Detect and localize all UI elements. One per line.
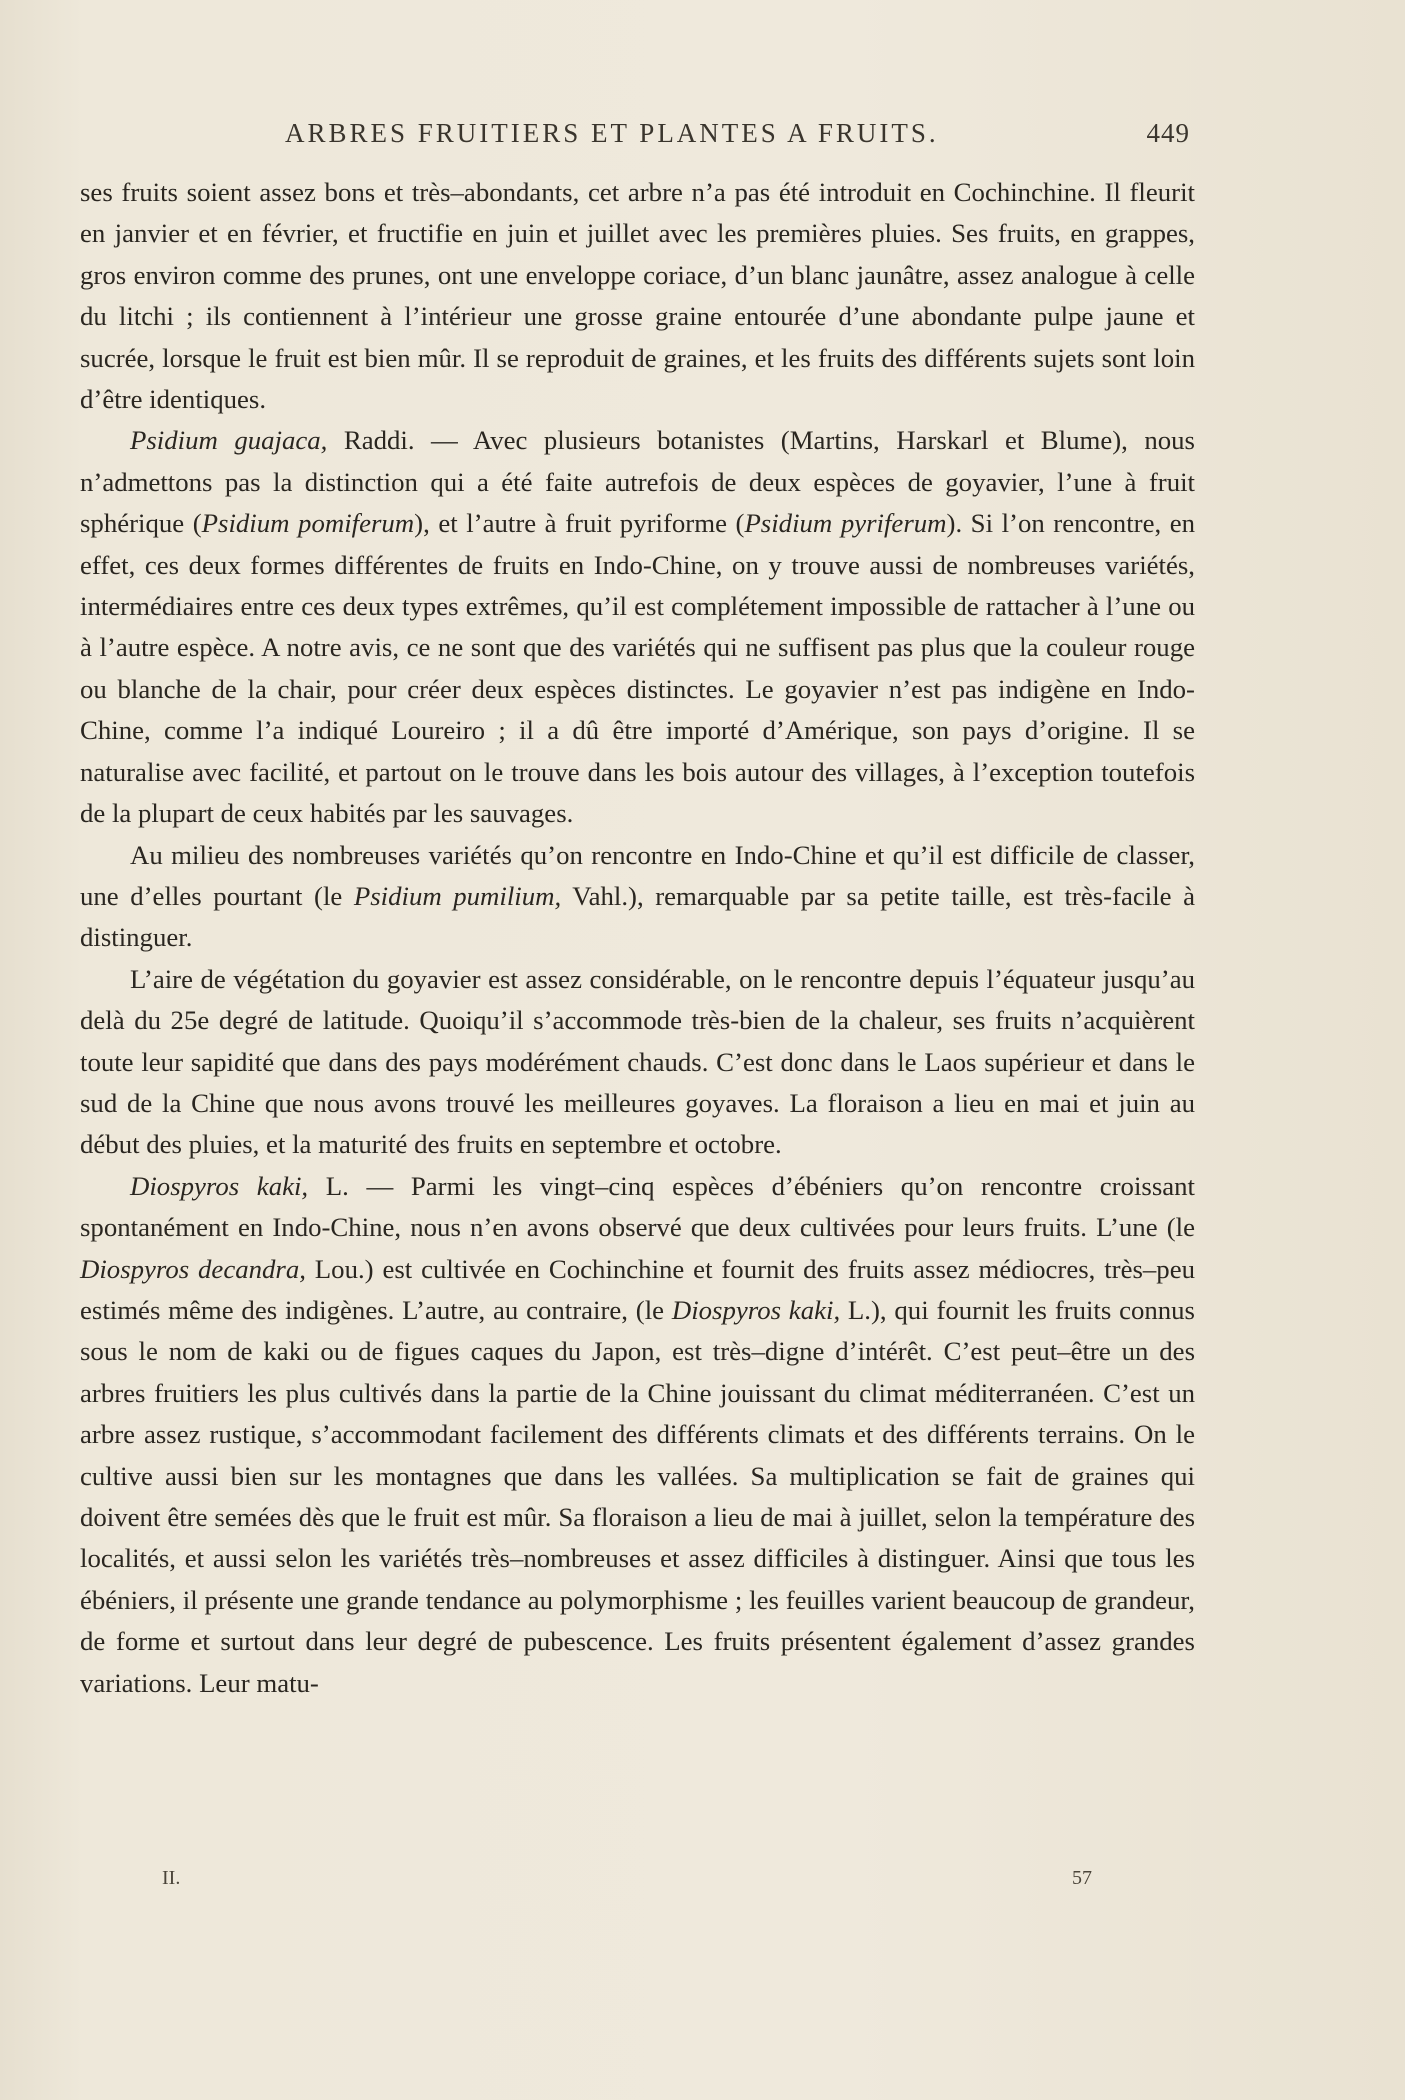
species-name: Diospyros decandra, bbox=[80, 1253, 306, 1284]
paragraph-milieu: Au milieu des nombreuses variétés qu’on rencontre en Indo-Chine et qu’il est difficile de classer, une d’elles pourtant (le Psidium pumilium, Vahl.), remarquable par sa petite taille, est très-facile à distinguer. bbox=[80, 839, 1195, 953]
page-header bbox=[80, 118, 1190, 158]
paragraph-psidium: Psidium guajaca, Raddi. — Avec plusieurs botanistes (Martins, Harskarl et Blume), nous n’admettons pas la distinction qui a été faite autrefois de deux espèces de goyavier, l’une à fruit sphérique (Psidium pomiferum), et l’autre à fruit pyriforme (Psidium pyriferum). Si l’on rencontre, en effet, ces deux formes différentes de fruits en Indo-Chine, on y trouve aussi de nombreuses variétés, intermédiaires entre ces deux types extrêmes, qu’il est complétement impossible de rattacher à l’une ou à l’autre espèce. A notre avis, ce ne sont que des variétés qui ne suffisent pas plus que la couleur rouge ou blanche de la chair, pour créer deux espèces distinctes. Le goyavier n’est pas indigène en Indo-Chine, comme l’a indiqué Loureiro ; il a dû être importé d’Amérique, son pays d’origine. Il se naturalise avec facilité, et partout on le trouve dans les bois autour des villages, à l’exception toutefois de la plupart de ceux habités par les sauvages. bbox=[80, 425, 1196, 829]
page-number: 449 bbox=[1146, 118, 1190, 148]
species-name: Diospyros kaki, bbox=[671, 1294, 841, 1325]
paragraph-diospyros: Diospyros kaki, L. — Parmi les vingt–cinq espèces d’ébéniers qu’on rencontre croissant spontanément en Indo-Chine, nous n’en avons observé que deux cultivées pour leurs fruits. L’une (le Diospyros decandra, Lou.) est cultivée en Cochinchine et fournit des fruits assez médiocres, très–peu estimés même des indigènes. L’autre, au contraire, (le Diospyros kaki, L.), qui fournit les fruits connus sous le nom de kaki ou de figues caques du Japon, est très–digne d’intérêt. C’est peut–être un des arbres fruitiers les plus cultivés dans la partie de la Chine jouissant du climat méditerranéen. C’est un arbre assez rustique, s’accommodant facilement des différents climats et des différents terrains. On le cultive aussi bien sur les montagnes que dans les vallées. Sa multiplication se fait de graines qui doivent être semées dès que le fruit est mûr. Sa floraison a lieu de mai à juillet, selon la température des localités, et aussi selon les variétés très–nombreuses et assez difficiles à distinguer. Ainsi que tous les ébéniers, il présente une grande tendance au polymorphisme ; les feuilles varient beaucoup de grandeur, de forme et surtout dans leur degré de pubescence. Les fruits présentent également d’assez grandes variations. Leur matu- bbox=[80, 1170, 1195, 1698]
paragraph-continuation: ses fruits soient assez bons et très–abondants, cet arbre n’a pas été introduit en Cochinchine. Il fleurit en janvier et en février, et fructifie en juin et juillet avec les premières pluies. Ses fruits, en grappes, gros environ comme des prunes, ont une enveloppe coriace, d’un blanc jaunâtre, assez analogue à celle du litchi ; ils contiennent à l’intérieur une grosse graine entourée d’une abondante pulpe jaune et sucrée, lorsque le fruit est bien mûr. Il se reproduit de graines, et les fruits des différents sujets sont loin d’être identiques. bbox=[80, 177, 1195, 415]
species-name: Psidium pomiferum bbox=[201, 508, 415, 539]
species-name: Psidium pyriferum bbox=[744, 508, 947, 539]
body-text bbox=[80, 172, 1195, 1704]
species-name: Psidium pumilium, bbox=[353, 880, 562, 911]
species-name: Psidium guajaca, bbox=[130, 425, 328, 456]
signature-mark-number: 57 bbox=[1072, 1867, 1092, 1889]
species-name: Diospyros kaki, bbox=[130, 1170, 309, 1201]
signature-mark-volume: II. bbox=[162, 1867, 181, 1889]
paragraph-aire: L’aire de végétation du goyavier est assez considérable, on le rencontre depuis l’équateur jusqu’au delà du 25e degré de latitude. Quoiqu’il s’accommode très-bien de la chaleur, ses fruits n’acquièrent toute leur sapidité que dans des pays modérément chauds. C’est donc dans le Laos supérieur et dans le sud de la Chine que nous avons trouvé les meilleures goyaves. La floraison a lieu en mai et juin au début des pluies, et la maturité des fruits en septembre et octobre. bbox=[80, 963, 1195, 1160]
running-title: ARBRES FRUITIERS ET PLANTES A FRUITS. bbox=[285, 118, 939, 148]
